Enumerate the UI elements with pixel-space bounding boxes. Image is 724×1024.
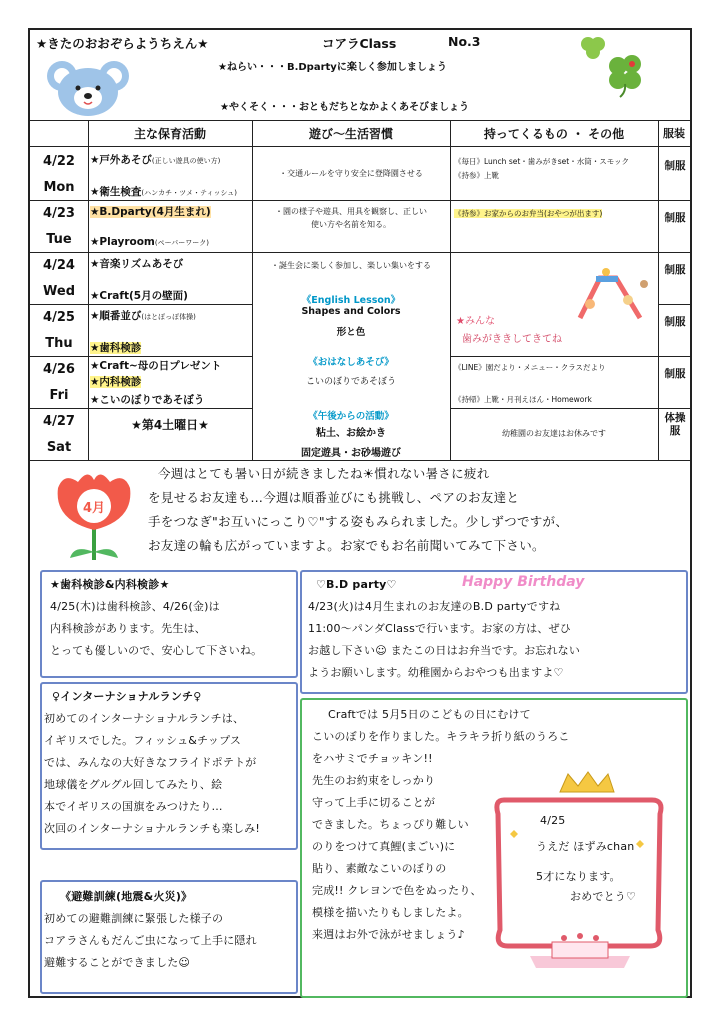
header-uniform: 服装 [663,127,685,140]
class-name: コアラClass [322,36,397,51]
bd-party-text: 11:00～パンダClassで行います。お家の方は、ぜひ [308,622,571,635]
craft-text: こいのぼりを作りました。キラキラ折り紙のうろこ [312,730,570,743]
col-line [450,120,451,460]
col-line [88,120,89,460]
month-badge: 4月 [82,501,106,516]
habit-text: ・園の様子や遊具、用具を観察し、正しい [275,207,427,216]
lunch-text: イギリスでした。フィッシュ&チップス [44,734,242,747]
row-weekday: Wed [43,284,75,299]
checkup-title: ★歯科検診&内科検診★ [50,578,170,591]
col-line [658,120,659,460]
uniform-value: 制服 [664,264,686,276]
belongings-item: 《持参》上靴 [454,171,499,180]
bd-party-title: ♡B.D party♡ [316,578,397,591]
bd-party-text: ようお願いします。幼稚園からおやつも出ますよ♡ [308,666,564,679]
card-date: 4/25 [540,814,566,827]
lunch-text: では、みんなの大好きなフライドポテトが [44,756,257,769]
card-congrats: おめでとう♡ [570,890,637,903]
clover-illustration-icon [574,34,654,98]
afternoon-text: 粘土、お絵かき [316,428,386,439]
craft-text: 先生のお約束をしっかり [312,774,436,787]
activity-item: ★Craft~母の日プレゼント [90,360,222,372]
issue-number: No.3 [448,34,481,49]
header-play-habits: 遊び～生活習慣 [308,127,393,141]
row-date: 4/23 [43,206,75,221]
uniform-value: 制服 [664,160,686,172]
drill-text: 避難することができました☺ [44,956,191,969]
story-play-text: こいのぼりであそぼう [305,377,396,387]
habit-text: 使い方や名前を知る。 [311,220,391,229]
lunch-title: ♀インターナショナルランチ♀ [52,690,202,703]
row-date: 4/27 [43,414,75,429]
row-date: 4/24 [43,258,75,273]
row-weekday: Thu [45,336,73,351]
table-bottom-line [30,460,690,461]
activity-item: ★衛生検査(ハンカチ・ツメ・ティッシュ) [90,186,238,198]
lunch-text: 次回のインターナショナルランチも楽しみ! [44,822,260,835]
card-age: 5才になります。 [536,870,621,883]
school-name: ★きたのおおぞらようちえん★ [36,36,209,51]
craft-text: Craftでは 5月5日のこどもの日にむけて [328,708,531,721]
tulip-icon [44,468,144,564]
belongings-item: 《毎日》Lunch set・歯みがきset・水筒・スモック [454,157,630,166]
craft-text: をハサミでチョッキン!! [312,752,433,765]
row-weekday: Sat [46,440,72,455]
lunch-text: 本でイギリスの国旗をみつけたり… [44,800,223,813]
english-lesson-topic-ja: 形と色 [336,327,366,338]
english-lesson-title: 《English Lesson》 [301,295,401,306]
weekly-message-line: を見せるお友達も…今週は順番並びにも挑戦し、ペアのお友達と [148,490,520,505]
class-aim: ★ねらい・・・B.Dpartyに楽しく参加しましょう [218,62,447,73]
bd-party-text: お越し下さい☺ またこの日はお弁当です。お忘れない [308,644,581,657]
uniform-value: 制服 [664,368,686,380]
activity-item: ★内科検診 [90,376,142,388]
drill-text: 初めての避難訓練に緊張した様子の [44,912,224,925]
drill-title: 《避難訓練(地震&火災)》 [60,890,193,903]
row-line [30,356,252,357]
row-weekday: Mon [43,180,75,195]
header-divider [30,120,690,121]
class-promise: ★やくそく・・・おともだちとなかよくあそびましょう [220,102,469,113]
row-line [450,408,690,409]
row-date: 4/22 [43,154,75,169]
checkup-text: 4/25(木)は歯科検診、4/26(金)は [50,600,220,613]
craft-text: 守って上手に切ることが [312,796,436,809]
row-line [30,408,252,409]
weekly-message-line: お友達の輪も広がっていますよ。お家でもお名前聞いてみて下さい。 [148,538,545,553]
story-play-title: 《おはなしあそび》 [308,357,394,368]
activity-item: ★第4土曜日★ [131,418,209,432]
craft-text: 来週はお外で泳がせましょう♪ [312,928,465,941]
belongings-item: 《LINE》園だより・メニュー・クラスだより [454,363,606,372]
checkup-text: 内科検診があります。先生は、 [50,622,206,635]
uniform-value: 体操服 [664,412,686,437]
craft-text: できました。ちょっぴり難しい [312,818,469,831]
newsletter-sheet [28,28,692,998]
lunch-text: 初めてのインターナショナルランチは、 [44,712,245,725]
uniform-value: 制服 [664,316,686,328]
row-weekday: Tue [46,232,72,247]
activity-item: ★Craft(5月の壁面) [90,290,188,302]
checkup-text: とっても優しいので、安心して下さいね。 [50,644,263,657]
afternoon-text: 固定遊具・お砂場遊び [301,448,401,459]
craft-text: 完成!! クレヨンで色をぬったり、 [312,884,482,897]
card-name: うえだ ほずみchan [536,840,635,853]
bd-party-text: 4/23(火)は4月生まれのお友達のB.D partyですね [308,600,561,613]
activity-item: ★歯科検診 [90,342,142,354]
row-date: 4/26 [43,362,75,377]
lunch-text: 地球儀をグルグル回してみたり、絵 [44,778,223,791]
afternoon-title: 《午後からの活動》 [308,411,394,422]
weekly-message-line: 手をつなぎ"お互いにっこり♡"する姿もみられました。少しずつですが、 [148,514,569,529]
belongings-item: 《持帰》上靴・月刊えほん・Homework [454,395,592,404]
weekly-message-line: 今週はとても暑い日が続きましたね☀慣れない暑さに疲れ [158,466,490,481]
craft-text: 貼り、素敵なこいのぼりの [312,862,447,875]
craft-text: のりをつけて真鯉(まごい)に [312,840,456,853]
row-line [30,200,690,201]
activity-item: ★戸外あそび(正しい遊具の使い方) [90,154,221,166]
row-weekday: Fri [49,388,69,403]
english-lesson-topic: Shapes and Colors [301,306,401,317]
activity-item: ★こいのぼりであそぼう [90,394,205,406]
row-line [450,356,690,357]
header-belongings: 持ってくるもの ・ その他 [483,127,625,141]
habit-text: ・誕生会に楽しく参加し、楽しい集いをする [271,261,431,270]
header-activities: 主な保育活動 [133,127,206,141]
toothbrush-note: ★みんな [456,316,495,327]
row-date: 4/25 [43,310,75,325]
activity-item: ★音楽リズムあそび [90,258,184,270]
activity-item: ★順番並び(はとぽっぽ体操) [90,310,196,322]
activity-item: ★B.Dparty(4月生まれ) [90,206,211,218]
activity-item: ★Playroom(ペーパーワーク) [90,236,209,248]
toothbrush-note: 歯みがききしてきてね [462,334,562,345]
row-line [30,304,252,305]
koala-illustration-icon [46,54,130,118]
row-line [658,304,690,305]
habit-text: ・交通ルールを守り安全に登降園させる [279,169,423,178]
drill-text: コアラさんもだんご虫になって上手に隠れ [44,934,257,947]
belongings-item: 幼稚園のお友達はお休みです [502,429,606,438]
uniform-value: 制服 [664,212,686,224]
happy-birthday-banner: Happy Birthday [462,574,585,590]
table-header-line [30,146,690,147]
craft-text: 模様を描いたりもしましたよ。 [312,906,469,919]
belongings-item: 《持参》お家からのお弁当(おやつが出ます) [454,209,603,218]
row-line [30,252,690,253]
slide-playground-icon [570,268,654,322]
